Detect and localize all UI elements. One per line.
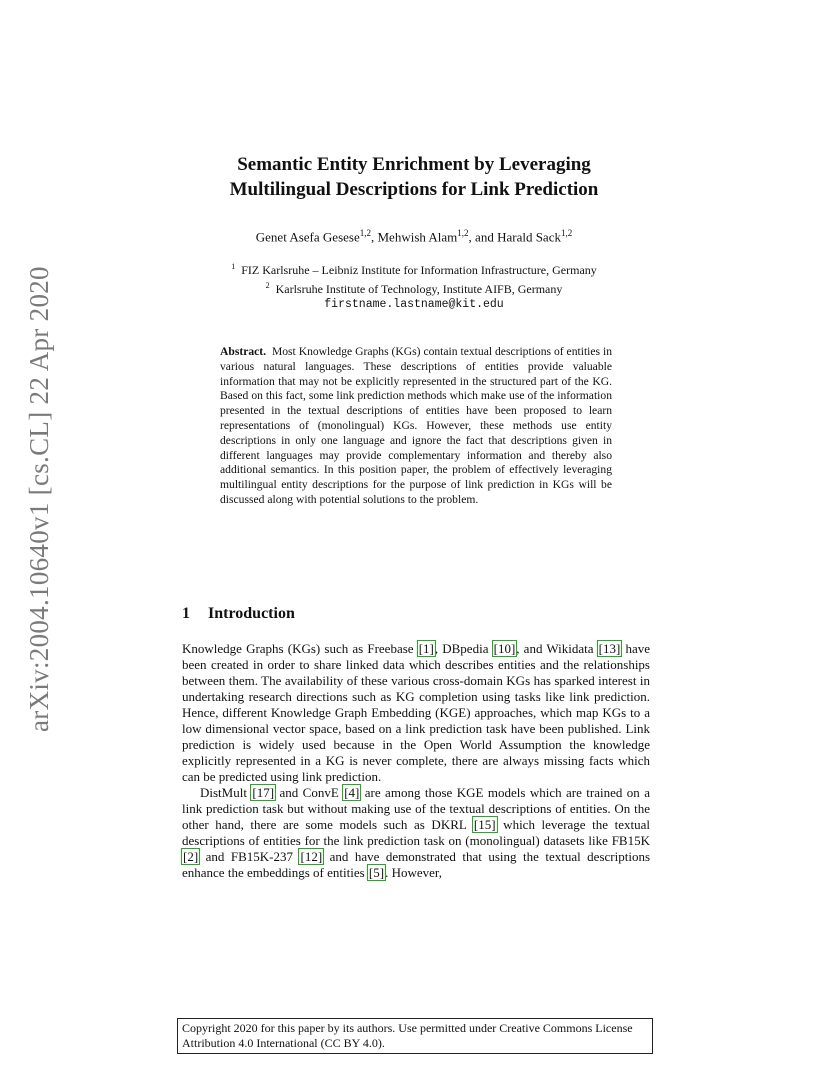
paper-title xyxy=(150,152,678,202)
author-name: Genet Asefa Gesese xyxy=(255,229,360,245)
author-affiliation-sup: 1,2 xyxy=(457,228,469,238)
affiliation-number: 2 xyxy=(265,281,270,290)
text-run: and ConvE xyxy=(275,785,344,800)
arxiv-stamp: arXiv:2004.10640v1 [cs.CL] 22 Apr 2020 xyxy=(24,266,54,732)
affiliations xyxy=(150,259,678,312)
text-run: and have demonstrated that using the textual descriptions enhance the embeddings of entities xyxy=(182,849,651,880)
text-run: DistMult xyxy=(200,785,252,800)
paragraph-2 xyxy=(182,785,650,881)
author-affiliation-sup: 1,2 xyxy=(560,228,573,238)
body-text xyxy=(182,641,650,881)
author-list xyxy=(150,228,678,245)
author-separator: , and xyxy=(468,229,498,245)
text-run: have been created in order to share linked data which describes entities and the relationships between them. The availability of these various cross-domain KGs has sparked interest in undertaking research directions such as KG completion using tasks like link prediction. Hence, different Knowledge Graph Embedding (KGE) approaches, which map KGs to a low dimensional vector space, based on a link prediction task have been published. Link prediction is widely used because in the Open World Assumption the knowledge explicitly represented in a KG is never complete, there are always missing facts which can be predicted using link prediction. xyxy=(182,641,650,784)
citation-link[interactable]: [10] xyxy=(493,641,516,656)
citation-link[interactable]: [2] xyxy=(183,849,199,864)
affiliation-1 xyxy=(150,259,678,278)
paragraph-1 xyxy=(182,641,650,785)
text-run: are among those KGE models which are trained on a link prediction task but without making use of the textual descriptions of entities. On the other hand, there are some models such as DKRL xyxy=(182,785,650,832)
affiliation-text: Karlsruhe Institute of Technology, Institute AIFB, Germany xyxy=(275,282,563,296)
section-heading xyxy=(182,605,295,623)
abstract xyxy=(220,345,612,508)
text-run: Knowledge Graphs (KGs) such as Freebase xyxy=(182,641,418,656)
author-name: Harald Sack xyxy=(497,229,561,245)
text-run: , and Wikidata xyxy=(516,641,598,656)
text-run: . However, xyxy=(385,865,442,880)
text-run: which leverage the textual descriptions of entities for the link prediction task on (monolingual) datasets like FB15K xyxy=(182,817,650,848)
section-title: Introduction xyxy=(208,605,295,622)
citation-link[interactable]: [1] xyxy=(418,641,434,656)
affiliation-text: FIZ Karlsruhe – Leibniz Institute for Information Infrastructure, Germany xyxy=(241,263,597,277)
section-number: 1 xyxy=(182,605,190,622)
author-separator: , xyxy=(370,229,378,245)
text-run: and FB15K-237 xyxy=(199,849,300,864)
citation-link[interactable]: [13] xyxy=(598,641,621,656)
citation-link[interactable]: [17] xyxy=(252,785,275,800)
title-line-1: Semantic Entity Enrichment by Leveraging xyxy=(237,154,591,175)
affiliation-number: 1 xyxy=(231,262,236,271)
text-run: , DBpedia xyxy=(434,641,493,656)
citation-link[interactable]: [4] xyxy=(344,785,360,800)
abstract-label: Abstract. xyxy=(220,345,267,358)
title-line-2: Multilingual Descriptions for Link Prediction xyxy=(229,179,599,200)
citation-link[interactable]: [15] xyxy=(473,817,496,832)
author-affiliation-sup: 1,2 xyxy=(359,228,371,238)
affiliation-2 xyxy=(150,278,678,297)
copyright-box: Copyright 2020 for this paper by its authors. Use permitted under Creative Commons License Attribution 4.0 International (CC BY 4.0). xyxy=(177,1018,653,1054)
citation-link[interactable]: [12] xyxy=(300,849,323,864)
author-name: Mehwish Alam xyxy=(377,229,458,245)
author-email: firstname.lastname@kit.edu xyxy=(324,298,504,311)
citation-link[interactable]: [5] xyxy=(368,865,385,880)
abstract-text: Most Knowledge Graphs (KGs) contain textual descriptions of entities in various natural languages. These descriptions of entities provide valuable information that may not be explicitly represented in the structured part of the KG. Based on this fact, some link prediction methods which make use of the information presented in the textual descriptions of entities have been proposed to learn representations of (monolingual) KGs. However, these methods use entity descriptions in only one language and ignore the fact that descriptions given in different languages may provide complementary information and thereby also additional semantics. In this position paper, the problem of effectively leveraging multilingual entity descriptions for the purpose of link prediction in KGs will be discussed along with potential solutions to the problem. xyxy=(220,345,613,506)
